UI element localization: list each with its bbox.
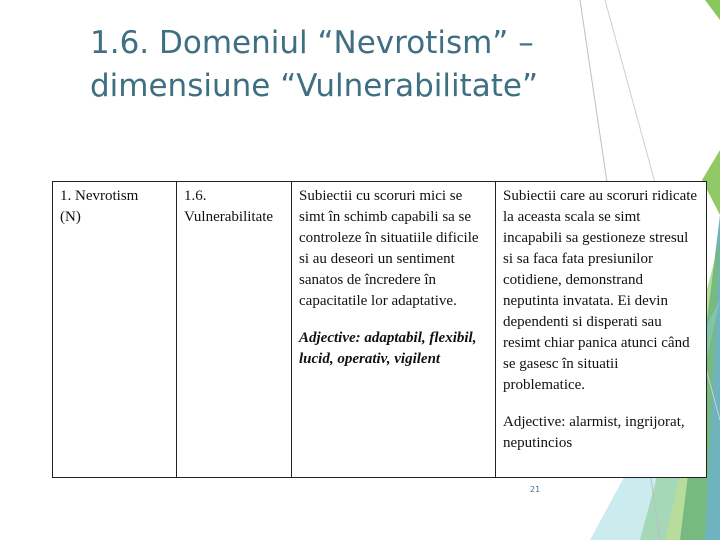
high-scores-adjectives: Adjective: alarmist, ingrijorat, neputincios [503,414,685,451]
dimension-cell [177,182,292,478]
high-scores-cell [496,182,707,478]
low-scores-cell [292,182,496,478]
domain-cell [53,182,177,478]
domain-code: (N) [60,209,81,225]
slide-title-line-1: 1.6. Domeniul “Nevrotism” – [90,25,534,61]
dimension-name: Vulnerabilitate [184,209,274,225]
high-scores-description: Subiectii care au scoruri ridicate la aceasta scala se simt incapabili sa gestioneze stresul si sa faca fata presiunilor cotidiene, demonstrand neputinta invatata. Ei devin dependenti si disperati sau resimt chiar panica atunci când se gasesc în situatii problematice. [503,188,698,393]
slide-title-line-2: dimensiune “Vulnerabilitate” [90,68,539,104]
content-table [52,181,707,478]
dimension-number: 1.6. [184,188,207,204]
deco-green-triangle-top [705,0,720,20]
low-scores-description: Subiectii cu scoruri mici se simt în schimb capabili sa se controleze în situatiile dificile si au deseori un sentiment sanatos de încredere în capacitatile lor adaptative. [299,188,479,309]
content-table-wrap [52,181,706,478]
low-scores-adjectives: Adjective: adaptabil, flexibil, lucid, operativ, vigilent [299,330,477,367]
table-row [53,182,707,478]
page-number: 21 [530,485,541,494]
domain-name: 1. Nevrotism [60,188,139,204]
